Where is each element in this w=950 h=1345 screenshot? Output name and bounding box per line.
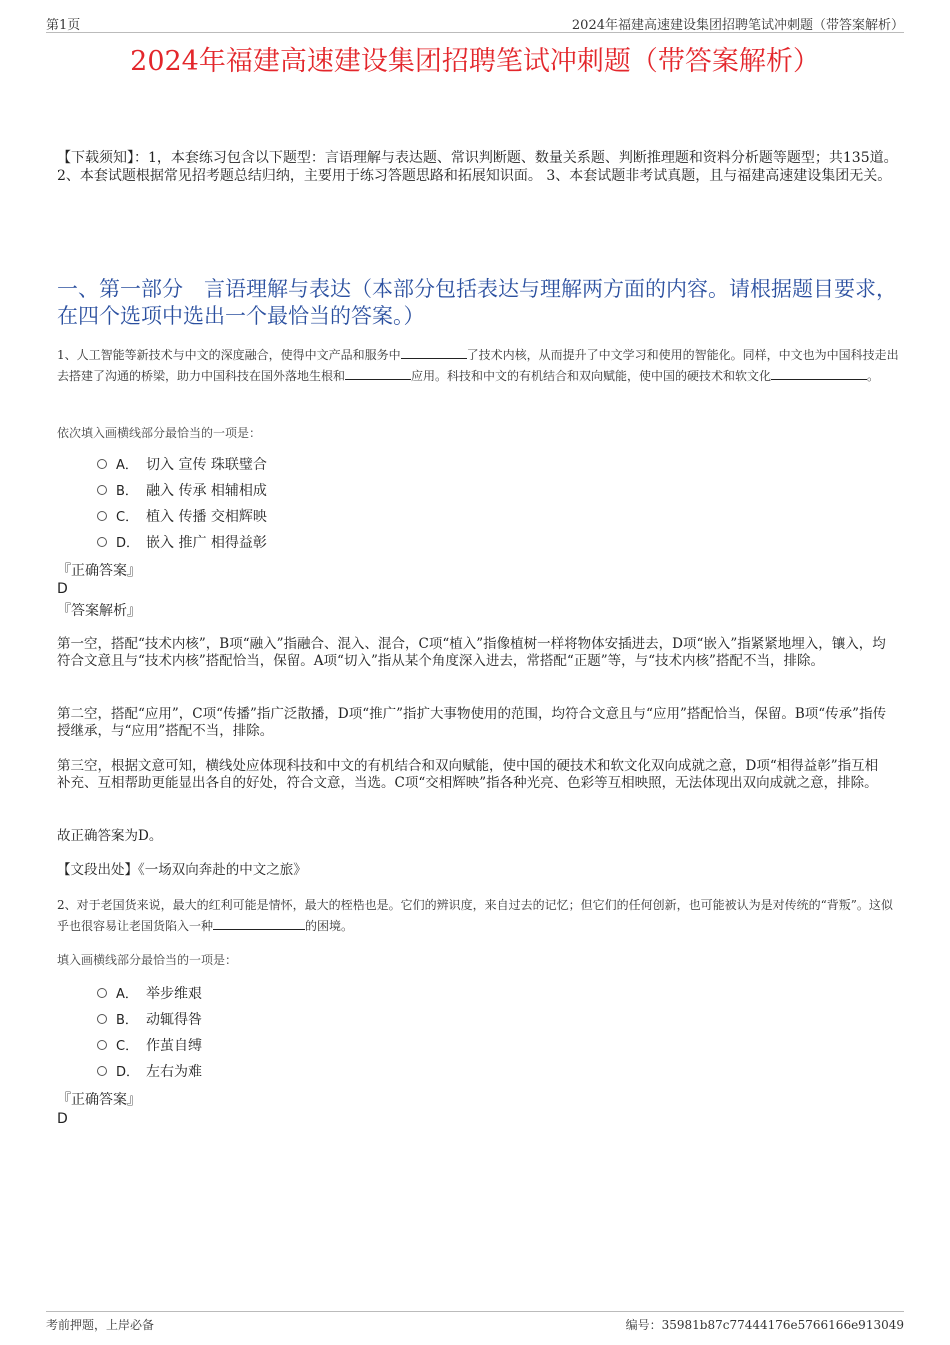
q1-source: 【文段出处】《一场双向奔赴的中文之旅》 <box>57 862 307 878</box>
radio-icon[interactable] <box>97 1040 107 1050</box>
q1-correct-label: 『正确答案』 <box>57 563 141 579</box>
q1-text-part-2: 了技术内核，从而提升了中文学习和使用的智能化。同样，中文也为中国科技走出去搭建了沟通的桥梁，助力中国科技在国外落地生根和 <box>57 348 899 383</box>
page-number: 第1页 <box>46 18 81 33</box>
question-2-stem <box>57 895 903 937</box>
q1-blank-2 <box>345 366 411 380</box>
q1-correct-answer: D <box>57 581 68 597</box>
header-doc-title: 2024年福建高速建设集团招聘笔试冲刺题（带答案解析） <box>571 18 904 33</box>
q1-option-b[interactable]: B． 融入 传承 相辅相成 <box>97 481 267 501</box>
q1-analysis-paragraph-3: 第三空，根据文意可知，横线处应体现科技和中文的有机结合和双向赋能，使中国的硬技术和软文化双向成就之意，D项“相得益彰”指互相补充、互相帮助更能显出各自的好处，符合文意，当选。C项“交相辉映”指各种光亮、色彩等互相映照，无法体现出双向成就之意，排除。 <box>57 758 879 791</box>
question-1-stem <box>57 345 903 387</box>
q2-prompt: 填入画横线部分最恰当的一项是： <box>57 953 238 967</box>
q1-text-part-4: 。 <box>867 369 880 383</box>
q1-option-c[interactable]: C． 植入 传播 交相辉映 <box>97 507 267 527</box>
q1-analysis-paragraph-2: 第二空，搭配“应用”，C项“传播”指广泛散播，D项“推广”指扩大事物使用的范围，均符合文意且与“应用”搭配恰当，保留。B项“传承”指传授继承，与“应用”搭配不当，排除。 <box>57 706 887 739</box>
q1-option-a[interactable]: A． 切入 宣传 珠联璧合 <box>97 455 267 475</box>
radio-icon[interactable] <box>97 1014 107 1024</box>
q1-analysis-paragraph-1: 第一空，搭配“技术内核”，B项“融入”指融合、混入、混合，C项“植入”指像植树一样将物体安插进去，D项“嵌入”指紧紧地埋入，镶入，均符合文意且与“技术内核”搭配恰当，保留。A项“切入”指从某个角度深入进去，常搭配“正题”等，与“技术内核”搭配不当，排除。 <box>57 636 886 669</box>
radio-icon[interactable] <box>97 485 107 495</box>
q2-text-part-2: 的困境。 <box>305 919 354 933</box>
section-heading: 一、第一部分 言语理解与表达（本部分包括表达与理解两方面的内容。请根据题目要求，在四个选项中选出一个最恰当的答案。） <box>57 277 897 328</box>
q1-conclusion: 故正确答案为D。 <box>57 828 163 844</box>
footer-slogan: 考前押题，上岸必备 <box>46 1318 155 1332</box>
q1-text-part-3: 应用。科技和中文的有机结合和双向赋能，使中国的硬技术和软文化 <box>411 369 772 383</box>
q2-option-b[interactable]: B． 动辄得咎 <box>97 1010 202 1030</box>
q2-option-c[interactable]: C． 作茧自缚 <box>97 1036 202 1056</box>
radio-icon[interactable] <box>97 988 107 998</box>
q2-blank-1 <box>213 916 305 930</box>
page-title: 2024年福建高速建设集团招聘笔试冲刺题（带答案解析） <box>130 46 820 77</box>
q2-correct-label: 『正确答案』 <box>57 1092 141 1108</box>
q1-option-d[interactable]: D． 嵌入 推广 相得益彰 <box>97 533 267 553</box>
download-notice: 【下载须知】：1，本套练习包含以下题型：言语理解与表达题、常识判断题、数量关系题、判断推理题和资料分析题等题型；共135道。 2、本套试题根据常见招考题总结归纳，主要用于练习答题思路和拓展知识面。 3、本套试题非考试真题，且与福建高速建设集团无关。 <box>57 150 898 184</box>
radio-icon[interactable] <box>97 1066 107 1076</box>
page-header <box>46 14 904 33</box>
q2-text-part-1: 2、对于老国货来说，最大的红利可能是情怀，最大的桎梏也是。它们的辨识度，来自过去的记忆；但它们的任何创新，也可能被认为是对传统的“背叛”。这似乎也很容易让老国货陷入一种 <box>57 898 893 933</box>
footer-serial: 编号：35981b87c77444176e5766166e913049 <box>625 1318 904 1332</box>
q1-blank-3 <box>771 366 867 380</box>
q2-correct-answer: D <box>57 1111 68 1127</box>
page-footer <box>46 1311 904 1332</box>
q1-text-part-1: 1、人工智能等新技术与中文的深度融合，使得中文产品和服务中 <box>57 348 401 362</box>
radio-icon[interactable] <box>97 459 107 469</box>
q1-blank-1 <box>401 345 467 359</box>
q1-prompt: 依次填入画横线部分最恰当的一项是： <box>57 426 262 440</box>
q2-option-a[interactable]: A． 举步维艰 <box>97 984 202 1004</box>
radio-icon[interactable] <box>97 511 107 521</box>
radio-icon[interactable] <box>97 537 107 547</box>
q2-option-d[interactable]: D． 左右为难 <box>97 1062 202 1082</box>
q1-analysis-label: 『答案解析』 <box>57 603 141 619</box>
